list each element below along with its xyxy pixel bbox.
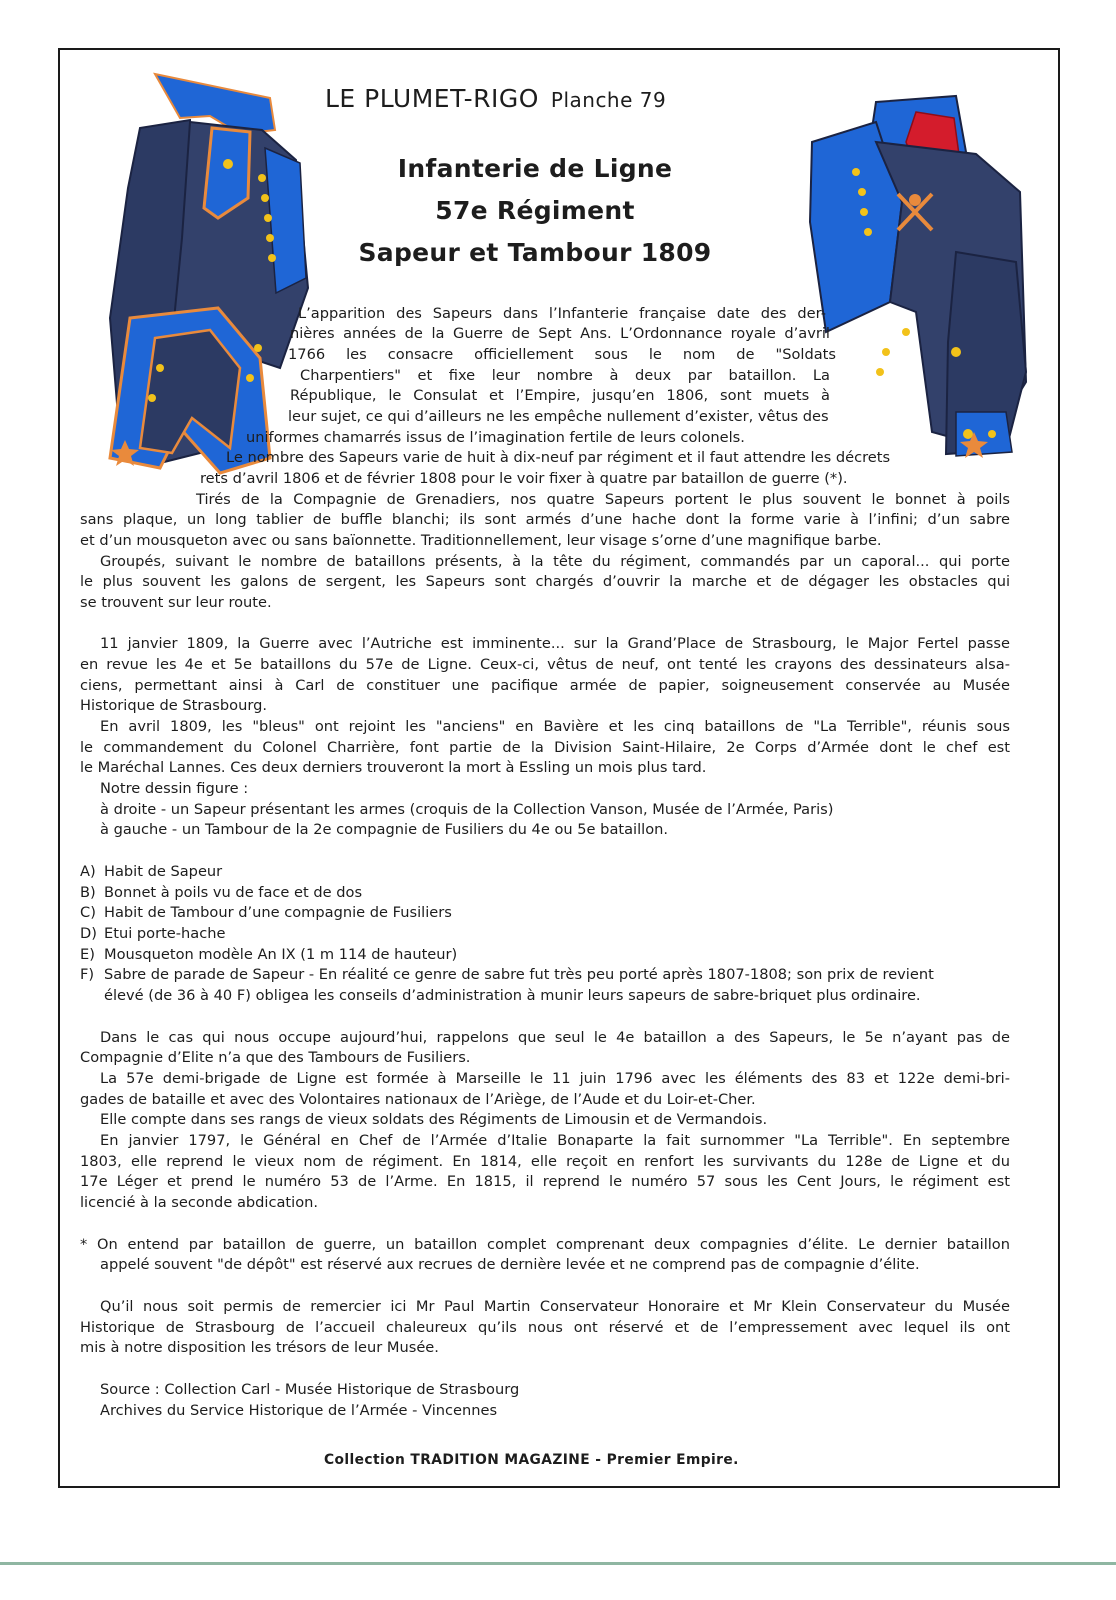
text-line: ciens, permettant ainsi à Carl de constituer une pacifique armée de papier, soigneusement conservée au Musée	[80, 677, 1010, 694]
text-line: Compagnie d’Elite n’a que des Tambours de Fusiliers.	[80, 1049, 471, 1066]
list-item-a: A) Habit de Sapeur	[80, 863, 223, 880]
text-line: Dans le cas qui nous occupe aujourd’hui, rappelons que seul le 4e bataillon a des Sapeurs, le 5e n’ayant pas de	[100, 1029, 1010, 1046]
text-line: République, le Consulat et l’Empire, jusqu’en 1806, sont muets à	[290, 387, 830, 404]
text-line: Tirés de la Compagnie de Grenadiers, nos quatre Sapeurs portent le plus souvent le bonnet à poils	[196, 491, 1010, 508]
bottom-rule	[0, 1562, 1116, 1565]
text-line: Historique de Strasbourg.	[80, 697, 267, 714]
text-line: leur sujet, ce qui d’ailleurs ne les empêche nullement d’exister, vêtus des	[288, 408, 829, 425]
text-line: le Maréchal Lannes. Ces deux derniers trouveront la mort à Essling un mois plus tard.	[80, 759, 707, 776]
source-line: Source : Collection Carl - Musée Historique de Strasbourg	[100, 1381, 520, 1398]
text-line: licencié à la seconde abdication.	[80, 1194, 319, 1211]
list-item-b: B) Bonnet à poils vu de face et de dos	[80, 884, 363, 901]
text-line: Groupés, suivant le nombre de bataillons présents, à la tête du régiment, commandés par un caporal... qui porte	[100, 553, 1010, 570]
text-line: à droite - un Sapeur présentant les armes (croquis de la Collection Vanson, Musée de l’Armée, Paris)	[100, 801, 834, 818]
text-line: Charpentiers" et fixe leur nombre à deux par bataillon. La	[300, 367, 830, 384]
subtitle-sapeur-tambour: Sapeur et Tambour 1809	[358, 238, 712, 267]
collection-footer: Collection TRADITION MAGAZINE - Premier Empire.	[324, 1452, 739, 1468]
text-line: nières années de la Guerre de Sept Ans. L’Ordonnance royale d’avril	[290, 325, 830, 342]
footnote-line: * On entend par bataillon de guerre, un bataillon complet comprenant deux compagnies d’élite. Le dernier bataillon	[80, 1236, 1010, 1253]
list-item-e: E) Mousqueton modèle An IX (1 m 114 de hauteur)	[80, 946, 458, 963]
text-line: gades de bataille et avec des Volontaires nationaux de l’Ariège, de l’Aude et du Loir-et-Cher.	[80, 1091, 756, 1108]
magazine-title: LE PLUMET-RIGO	[325, 84, 539, 113]
footnote-line: appelé souvent "de dépôt" est réservé aux recrues de dernière levée et ne comprend pas de compagnie d’élite.	[100, 1256, 920, 1273]
text-line: Le nombre des Sapeurs varie de huit à dix-neuf par régiment et il faut attendre les décrets	[226, 449, 891, 466]
list-item-f-continued: élevé (de 36 à 40 F) obligea les conseils d’administration à munir leurs sapeurs de sabre-briquet plus ordinaire.	[104, 987, 921, 1004]
list-item-f: F) Sabre de parade de Sapeur - En réalité ce genre de sabre fut très peu porté après 1807-1808; son prix de revient	[80, 966, 934, 983]
text-line: sans plaque, un long tablier de buffle blanchi; ils sont armés d’une hache dont la forme varie à l’infini; d’un sabre	[80, 511, 1010, 528]
text-line: à gauche - un Tambour de la 2e compagnie de Fusiliers du 4e ou 5e bataillon.	[100, 821, 669, 838]
source-line: Archives du Service Historique de l’Armée - Vincennes	[100, 1402, 498, 1419]
text-line: 1803, elle reprend le vieux nom de régiment. En 1814, elle reçoit en renfort les survivants du 128e de Ligne et du	[80, 1153, 1010, 1170]
text-line: Elle compte dans ses rangs de vieux soldats des Régiments de Limousin et de Vermandois.	[100, 1111, 768, 1128]
planche-number: Planche 79	[550, 88, 667, 112]
text-line: rets d’avril 1806 et de février 1808 pour le voir fixer à quatre par bataillon de guerre (*).	[200, 470, 848, 487]
list-item-d: D) Etui porte-hache	[80, 925, 226, 942]
text-line: se trouvent sur leur route.	[80, 594, 272, 611]
subtitle-regiment: 57e Régiment	[435, 196, 635, 225]
text-line: 11 janvier 1809, la Guerre avec l’Autriche est imminente... sur la Grand’Place de Strasbourg, le Major Fertel passe	[100, 635, 1010, 652]
text-line: et d’un mousqueton avec ou sans baïonnette. Traditionnellement, leur visage s’orne d’une magnifique barbe.	[80, 532, 882, 549]
thanks-line: Qu’il nous soit permis de remercier ici Mr Paul Martin Conservateur Honoraire et Mr Klein Conservateur du Musée	[100, 1298, 1010, 1315]
text-line: Notre dessin figure :	[100, 780, 249, 797]
text-line: en revue les 4e et 5e bataillons du 57e de Ligne. Ceux-ci, vêtus de neuf, ont tenté les crayons des dessinateurs alsa-	[80, 656, 1010, 673]
text-line: le plus souvent les galons de sergent, les Sapeurs sont chargés d’ouvrir la marche et de dégager les obstacles qui	[80, 573, 1010, 590]
thanks-line: Historique de Strasbourg de l’accueil chaleureux qu’ils nous ont réservé et de l’empressement avec lequel ils ont	[80, 1319, 1010, 1336]
text-line: le commandement du Colonel Charrière, font partie de la Division Saint-Hilaire, 2e Corps d’Armée dont le chef est	[80, 739, 1010, 756]
text-line: 17e Léger et prend le numéro 53 de l’Arme. En 1815, il reprend le numéro 57 sous les Cent Jours, le régiment est	[80, 1173, 1010, 1190]
text-line: En avril 1809, les "bleus" ont rejoint les "anciens" en Bavière et les cinq bataillons de "La Terrible", réunis sous	[100, 718, 1010, 735]
subtitle-infanterie: Infanterie de Ligne	[397, 154, 673, 183]
thanks-line: mis à notre disposition les trésors de leur Musée.	[80, 1339, 439, 1356]
text-line: uniformes chamarrés issus de l’imagination fertile de leurs colonels.	[246, 429, 745, 446]
text-line: 1766 les consacre officiellement sous le nom de "Soldats	[288, 346, 836, 363]
text-line: En janvier 1797, le Général en Chef de l’Armée d’Italie Bonaparte la fait surnommer "La Terrible". En septembre	[100, 1132, 1010, 1149]
text-line: L’apparition des Sapeurs dans l’Infanterie française date des der-	[298, 305, 826, 322]
list-item-c: C) Habit de Tambour d’une compagnie de Fusiliers	[80, 904, 452, 921]
text-line: La 57e demi-brigade de Ligne est formée à Marseille le 11 juin 1796 avec les éléments des 83 et 122e demi-bri-	[100, 1070, 1010, 1087]
